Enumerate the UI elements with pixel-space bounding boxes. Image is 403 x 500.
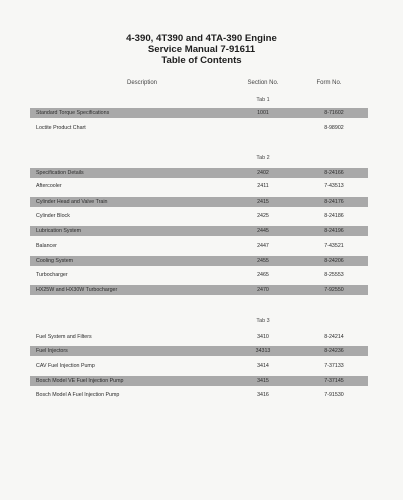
row-form: 7-37133 [324,363,344,369]
table-row [30,332,368,342]
row-form: 8-24176 [324,199,344,205]
row-section: 2445 [257,228,269,234]
row-description: Turbocharger [36,272,68,278]
table-row [30,211,368,221]
row-description: Fuel Injectors [36,348,68,354]
manual-title: 4-390, 4T390 and 4TA-390 Engine [126,33,277,44]
row-form: 8-24166 [324,170,344,176]
table-row [30,197,368,207]
row-section: 2455 [257,258,269,264]
row-section: 2415 [257,199,269,205]
manual-number: Service Manual 7-91611 [147,44,256,55]
header-form: Form No. [316,80,342,86]
row-form: 8-24196 [324,228,344,234]
table-row [30,241,368,251]
row-description: Specification Details [36,170,84,176]
table-row [30,108,368,118]
row-form: 8-24214 [324,334,344,340]
row-description: Lubrication System [36,228,82,234]
row-form: 8-24186 [324,213,344,219]
tab-3-label: Tab 3 [256,318,270,324]
toc-heading: Table of Contents [161,55,242,66]
row-form: 8-71602 [324,110,344,116]
table-row [30,376,368,386]
header-section: Section No. [247,80,279,86]
row-form: 7-43521 [324,243,344,249]
table-row [30,390,368,400]
row-description: Loctite Product Chart [36,125,86,131]
row-description: CAV Fuel Injection Pump [36,363,95,369]
row-description: Cylinder Head and Valve Train [36,199,108,205]
tab-1-label: Tab 1 [256,97,270,103]
row-section: 2425 [257,213,269,219]
table-row [30,226,368,236]
row-form: 7-37145 [324,378,344,384]
row-section: 2465 [257,272,269,278]
row-description: Fuel System and Filters [36,334,92,340]
tab-2-label: Tab 2 [256,155,270,161]
table-row [30,168,368,178]
header-description: Description [126,80,157,86]
row-description: Bosch Model VE Fuel Injection Pump [36,378,124,384]
row-section: 3414 [257,363,269,369]
table-row [30,285,368,295]
table-row [30,256,368,266]
row-description: Cylinder Block [36,213,70,219]
row-form: 7-43513 [324,183,344,189]
row-form: 8-25553 [324,272,344,278]
row-description: Cooling System [36,258,74,264]
row-form: 8-98902 [324,125,344,131]
row-section: 34313 [255,348,271,354]
row-section: 3415 [257,378,269,384]
row-form: 7-91530 [324,392,344,398]
table-row [30,270,368,280]
row-section: 2470 [257,287,269,293]
title-block [0,33,403,66]
row-form: 8-24236 [324,348,344,354]
row-section: 1001 [257,110,269,116]
table-row [30,181,368,191]
table-row [30,346,368,356]
row-description: Balancer [36,243,57,249]
row-section: 3416 [257,392,269,398]
row-form: 7-92550 [324,287,344,293]
table-row [30,123,368,133]
row-section: 2411 [257,183,269,189]
row-section: 3410 [257,334,269,340]
row-section: 2402 [257,170,269,176]
row-description: Bosch Model A Fuel Injection Pump [36,392,120,398]
row-form: 8-24206 [324,258,344,264]
row-description: HX25W and HX30W Turbocharger [36,287,118,293]
row-description: Standard Torque Specifications [36,110,110,116]
table-row [30,361,368,371]
row-description: Aftercooler [36,183,62,189]
row-section: 2447 [257,243,269,249]
